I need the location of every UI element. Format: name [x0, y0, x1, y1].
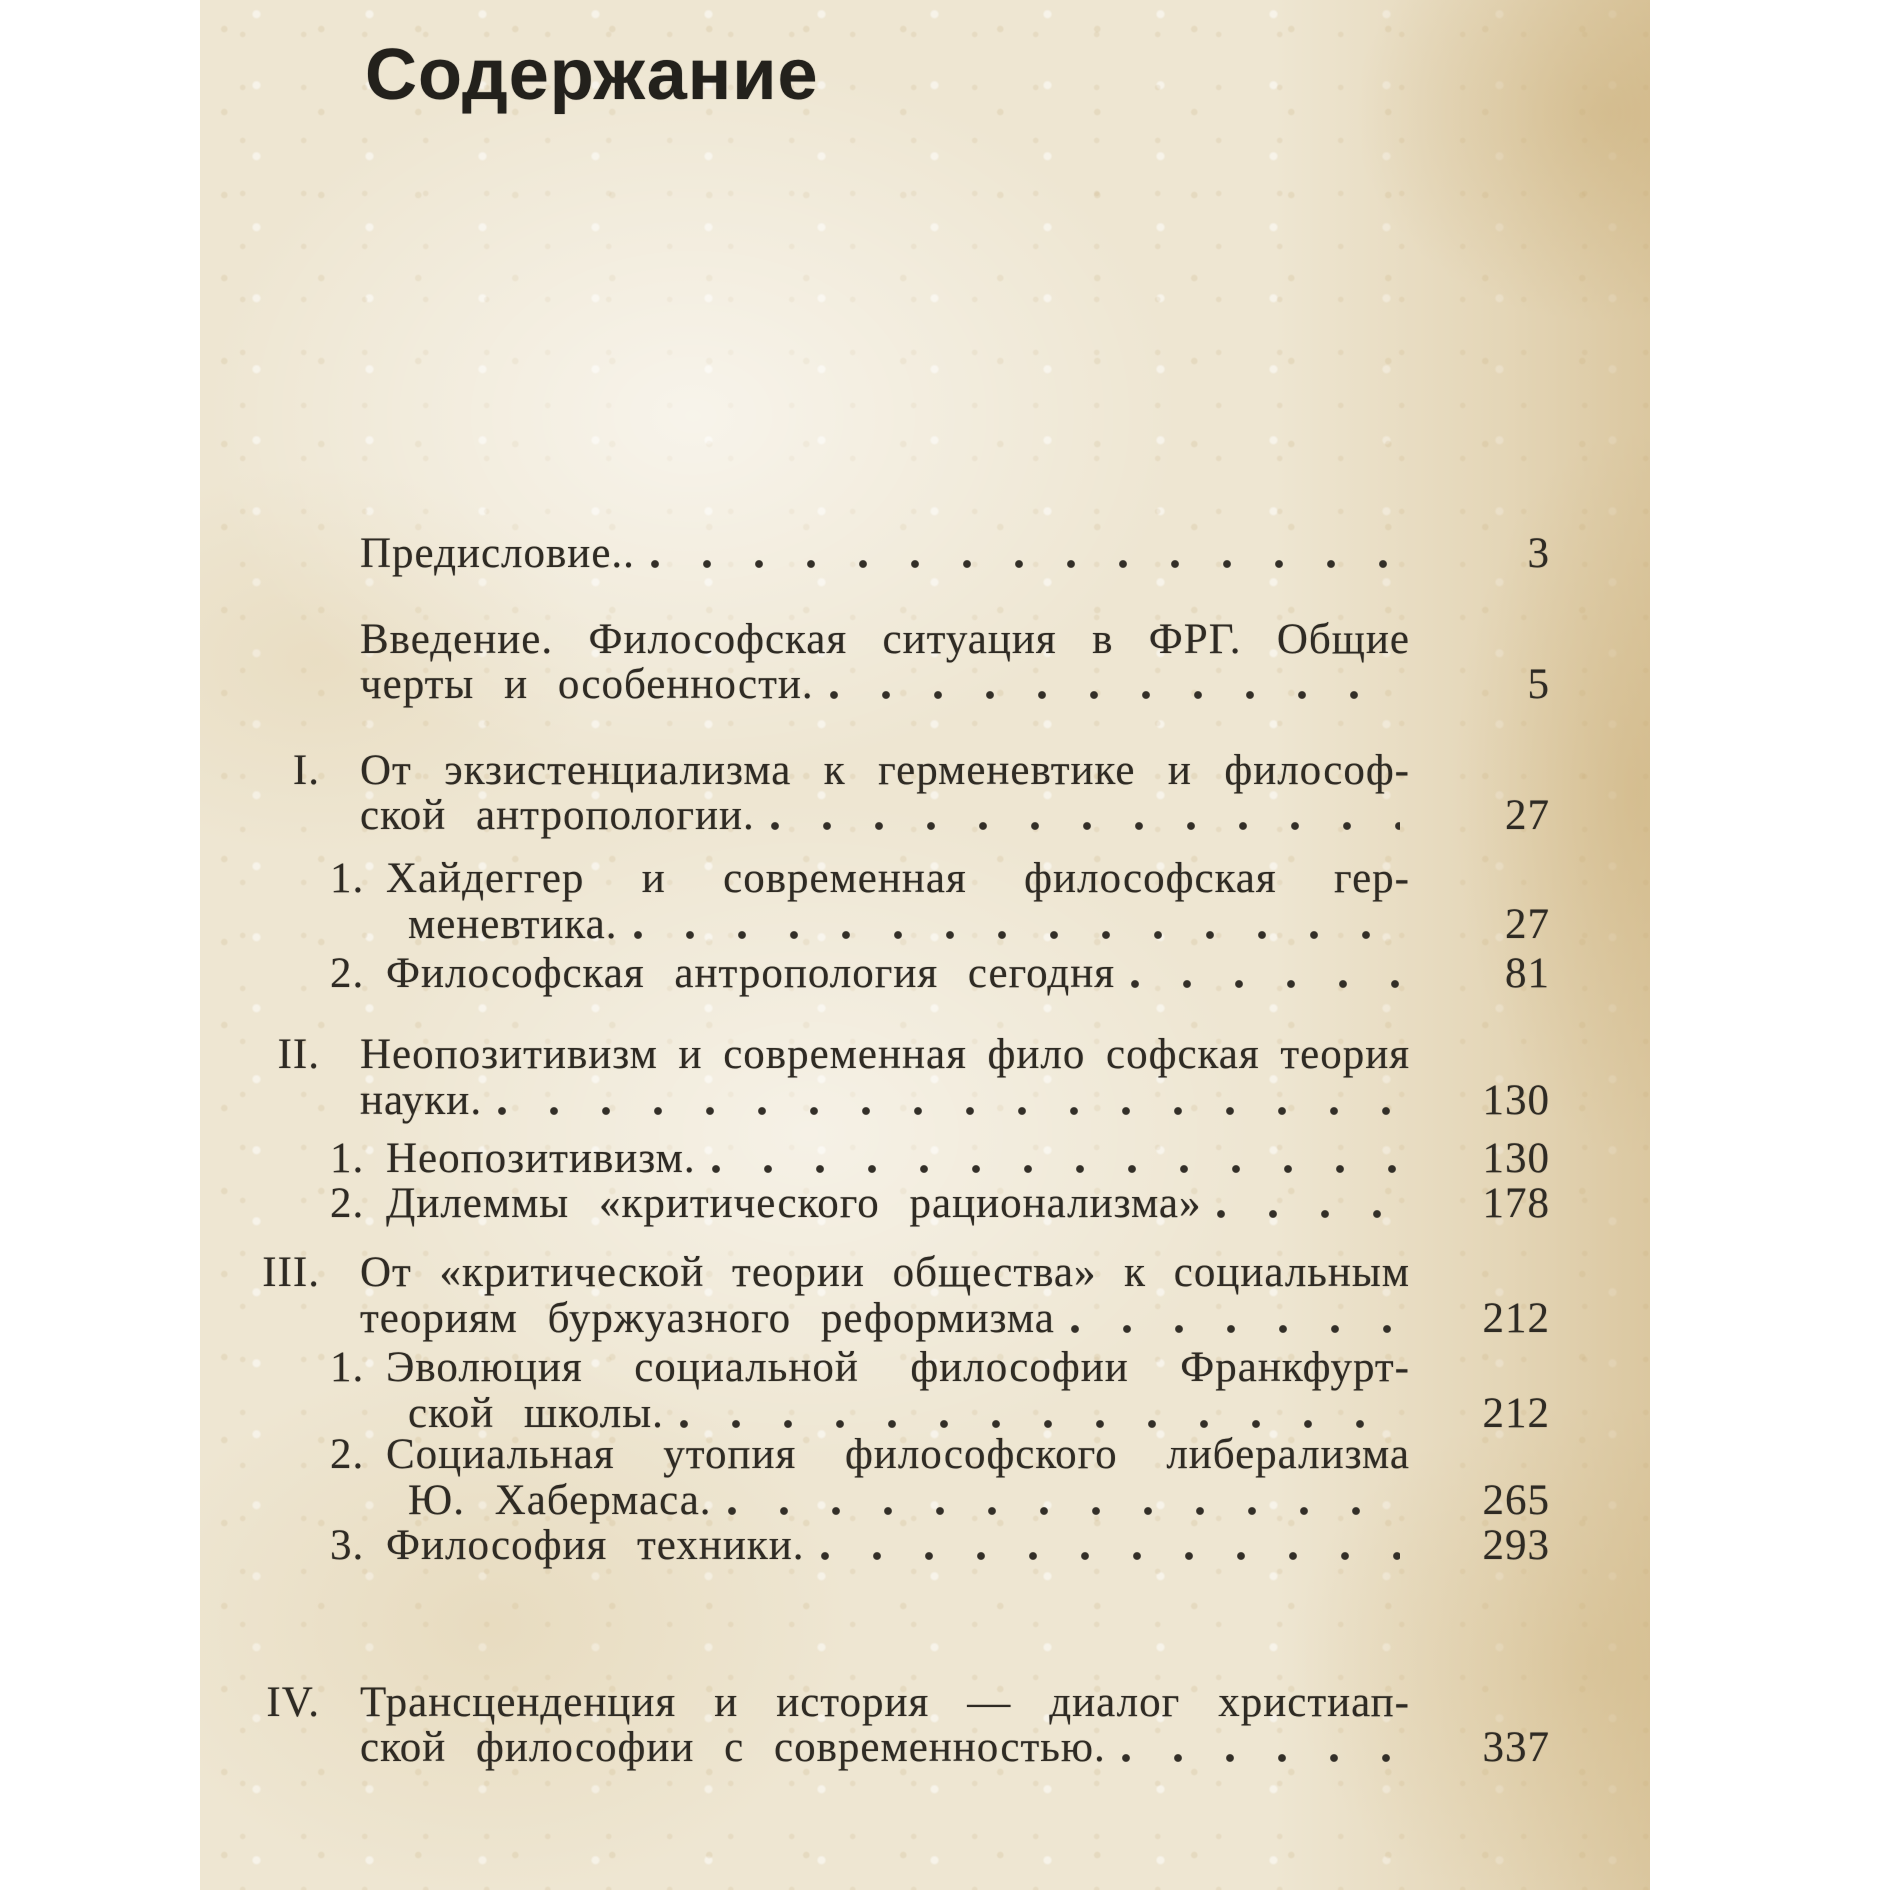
- toc-row: [200, 856, 1650, 901]
- entry-text: Трансценденция и история — диалог христиап-: [360, 1679, 1410, 1726]
- dot-leader: [830, 690, 1400, 700]
- toc-row: [200, 1725, 1650, 1770]
- toc-row: [200, 1296, 1650, 1341]
- entry-text: ской антропологии.: [360, 792, 755, 839]
- item-number: 2.: [330, 1180, 365, 1227]
- dot-leader: [1071, 1324, 1400, 1334]
- entry-text: Неопозитивизм и современная фило софская теория: [360, 1031, 1410, 1078]
- item-number: 1.: [330, 855, 365, 902]
- page-number: 293: [1482, 1522, 1550, 1569]
- entry-text: ской школы.: [408, 1390, 664, 1437]
- toc-row: [200, 1032, 1650, 1077]
- item-number: 2.: [330, 950, 365, 997]
- toc-row: [200, 1391, 1650, 1436]
- section-numeral: I.: [292, 747, 320, 794]
- toc-row: [200, 662, 1650, 707]
- entry-text: Предисловие..: [360, 530, 635, 577]
- toc-row: [200, 902, 1650, 947]
- dot-leader: [680, 1419, 1400, 1429]
- page-number: 3: [1527, 530, 1550, 577]
- dot-leader: [728, 1506, 1400, 1516]
- toc-row: [200, 1136, 1650, 1181]
- entry-text: Хайдеггер и современная философская гер-: [386, 855, 1410, 902]
- entry-text: Социальная утопия философского либерализма: [386, 1431, 1410, 1478]
- page-number: 5: [1527, 661, 1550, 708]
- entry-text: Философия техники.: [386, 1522, 805, 1569]
- section-numeral: IV.: [266, 1679, 320, 1726]
- toc-row: [200, 1432, 1650, 1477]
- dot-leader: [1217, 1209, 1400, 1219]
- entry-text: Философская антропология сегодня: [386, 950, 1116, 997]
- toc-row: [200, 1680, 1650, 1725]
- toc-row: [200, 531, 1650, 576]
- page-number: 27: [1505, 901, 1550, 948]
- page-number: 130: [1482, 1135, 1550, 1182]
- page-number: 212: [1482, 1390, 1550, 1437]
- item-number: 1.: [330, 1135, 365, 1182]
- entry-text: Неопозитивизм.: [386, 1135, 696, 1182]
- item-number: 1.: [330, 1344, 365, 1391]
- toc-row: [200, 1523, 1650, 1568]
- toc-row: [200, 1250, 1650, 1295]
- page-number: 27: [1505, 792, 1550, 839]
- toc-row: [200, 1478, 1650, 1523]
- entry-text: меневтика.: [408, 901, 618, 948]
- dot-leader: [771, 821, 1400, 831]
- toc-row: [200, 748, 1650, 793]
- entry-text: науки.: [360, 1077, 483, 1124]
- entry-text: Дилеммы «критического рационализма»: [386, 1180, 1202, 1227]
- toc-row: [200, 1181, 1650, 1226]
- item-number: 2.: [330, 1431, 365, 1478]
- toc-row: [200, 617, 1650, 662]
- page-number: 265: [1482, 1477, 1550, 1524]
- toc-row: [200, 793, 1650, 838]
- page-number: 81: [1505, 950, 1550, 997]
- dot-leader: [1122, 1753, 1400, 1763]
- page-number: 212: [1482, 1295, 1550, 1342]
- dot-leader: [712, 1164, 1400, 1174]
- dot-leader: [498, 1106, 1400, 1116]
- toc-row: [200, 951, 1650, 996]
- entry-text: Эволюция социальной философии Франкфурт-: [386, 1344, 1410, 1391]
- page-number: 178: [1482, 1180, 1550, 1227]
- book-page: [200, 0, 1650, 1890]
- page-number: 337: [1482, 1724, 1550, 1771]
- toc-row: [200, 1078, 1650, 1123]
- item-number: 3.: [330, 1522, 365, 1569]
- entry-text: теориям буржуазного реформизма: [360, 1295, 1055, 1342]
- page-title: Содержание: [365, 35, 819, 115]
- dot-leader: [821, 1551, 1401, 1561]
- dot-leader: [651, 559, 1400, 569]
- entry-text: Ю. Хабермаса.: [408, 1477, 712, 1524]
- entry-text: От экзистенциализма к герменевтике и философ-: [360, 747, 1410, 794]
- entry-text: От «критической теории общества» к социальным: [360, 1249, 1410, 1296]
- entry-text: черты и особенности.: [360, 661, 814, 708]
- page-number: 130: [1482, 1077, 1550, 1124]
- dot-leader: [634, 930, 1400, 940]
- section-numeral: III.: [262, 1249, 320, 1296]
- section-numeral: II.: [277, 1031, 320, 1078]
- dot-leader: [1131, 979, 1400, 989]
- entry-text: ской философии с современностью.: [360, 1724, 1106, 1771]
- toc-row: [200, 1345, 1650, 1390]
- entry-text: Введение. Философская ситуация в ФРГ. Общие: [360, 616, 1410, 663]
